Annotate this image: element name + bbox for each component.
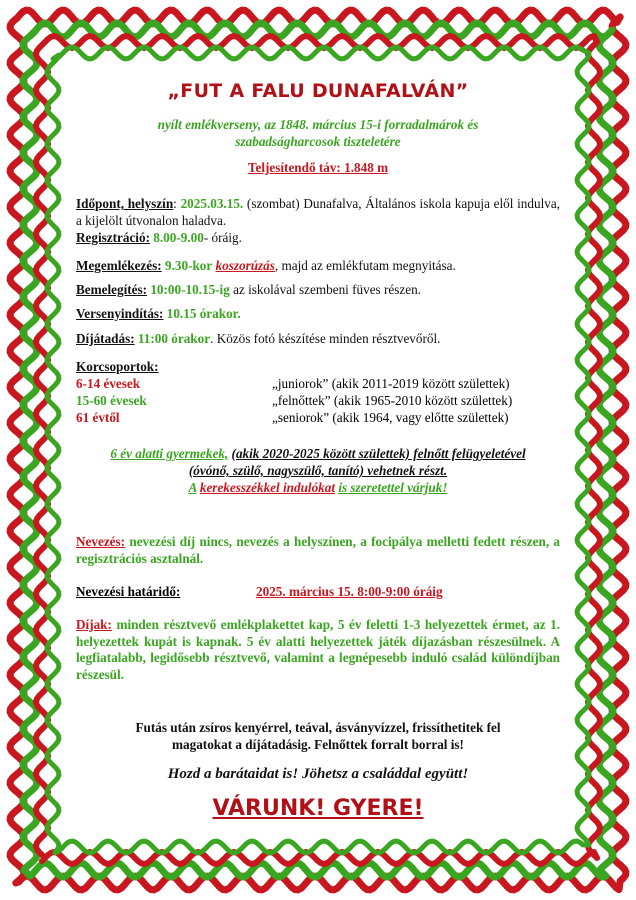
prizes-label: Díjak: xyxy=(76,617,112,632)
warmup-text: az iskolával szembeni füves részen. xyxy=(233,282,421,297)
wheelchair-a: A xyxy=(188,480,197,495)
age-group-desc: „juniorok” (akik 2011-2019 között születtek) xyxy=(272,376,510,391)
awards-ceremony-label: Díjátadás: xyxy=(76,331,135,346)
age-group-age: 61 évtől xyxy=(76,410,120,425)
deadline-label: Nevezési határidő: xyxy=(76,584,181,599)
prizes-section xyxy=(76,617,560,683)
children-line-2: (óvónő, szülő, nagyszülő, tanító) vehetnek részt. xyxy=(188,463,448,478)
registration-label: Regisztráció: xyxy=(76,230,150,245)
registration-time: 8.00-9.00 xyxy=(153,230,204,245)
subtitle-line-2: szabadságharcosok tiszteletére xyxy=(235,134,401,149)
time-place-text: (szombat) Dunafalva, Általános iskola kapuja elől indulva, a kijelölt útvonalon haladva. xyxy=(76,196,560,228)
wheelchair-text: kerekesszékkel indulókat xyxy=(199,480,336,495)
entry-text: nevezési díj nincs, nevezés a helyszínen, a focipálya melletti fedett részen, a regisztrációs asztalnál. xyxy=(76,534,561,566)
commemoration-text: , majd az emlékfutam megnyitása. xyxy=(274,258,456,273)
subtitle-line-1: nyílt emlékverseny, az 1848. március 15-i forradalmárok és xyxy=(157,117,479,132)
prizes-text: minden résztvevő emlékplakettet kap, 5 év feletti 1-3 helyezettek érmet, az 1. helyezettek kupát is kapnak. 5 év alatti helyezettek játék díjazásban részesülnek. A legfiatalabb, legidősebb résztvevő, valamint a legnépesebb induló család különdíjban részesül. xyxy=(76,617,561,682)
age-group-desc: „seniorok” (akik 1964, vagy előtte születtek) xyxy=(272,410,509,425)
age-groups-heading xyxy=(76,359,560,376)
registration-section xyxy=(76,230,560,247)
commemoration-label: Megemlékezés: xyxy=(76,258,162,273)
start-section xyxy=(76,306,560,323)
age-group-age: 6-14 évesek xyxy=(76,376,141,391)
invite-line: Hozd a barátaidat is! Jöhetsz a családdal együtt! xyxy=(167,766,469,782)
warmup-label: Bemelegítés: xyxy=(76,282,148,297)
registration-text: - óráig. xyxy=(203,230,242,245)
time-place-section: Időpont, helyszín: 2025.03.15. (szombat) Dunafalva, Általános iskola kapuja elől indulva, a kijelölt útvonalon haladva. xyxy=(76,196,560,228)
after-run-line-2: magatokat a díjátadásig. Felnőttek forralt borral is! xyxy=(172,737,464,752)
warmup-time: 10:00-10.15-ig xyxy=(150,282,230,297)
children-line-3 xyxy=(76,480,560,497)
children-line-1 xyxy=(76,446,560,463)
distance-text: Teljesítendő táv: 1.848 m xyxy=(247,160,389,175)
age-groups-label: Korcsoportok: xyxy=(76,359,159,374)
after-run-line-1: Futás után zsíros kenyérrel, teával, ásványvízzel, frissíthetitek fel xyxy=(135,720,501,735)
awards-ceremony-text: . Közös fotó készítése minden résztvevőről. xyxy=(210,331,441,346)
wheelchair-welcome: is szeretettel várjuk! xyxy=(338,480,448,495)
warmup-section xyxy=(76,282,560,299)
event-date: 2025.03.15. xyxy=(180,196,244,211)
registration-info-section xyxy=(76,534,560,567)
entry-label: Nevezés: xyxy=(76,534,126,549)
awards-ceremony-section xyxy=(76,331,560,348)
commemoration-time: 9.30-kor xyxy=(164,258,213,273)
distance-line xyxy=(76,160,560,177)
wreath-text: koszorúzás xyxy=(215,258,275,273)
awards-ceremony-time: 11:00 órakor xyxy=(137,331,211,346)
time-place-label: Időpont, helyszín xyxy=(76,196,174,211)
commemoration-section xyxy=(76,258,560,275)
children-years: (akik 2020-2025 között születtek) felnőtt felügyeletével xyxy=(231,446,526,461)
start-time: 10.15 órakor. xyxy=(166,306,241,321)
children-highlight: 6 év alatti gyermekek, xyxy=(110,446,229,461)
age-group-row xyxy=(76,410,560,427)
deadline-section xyxy=(76,584,560,601)
start-label: Versenyindítás: xyxy=(76,306,164,321)
age-group-age: 15-60 évesek xyxy=(76,393,147,408)
closing-call: VÁRUNK! GYERE! xyxy=(212,796,424,821)
deadline-value: 2025. március 15. 8:00-9:00 óráig xyxy=(256,584,443,599)
age-group-row xyxy=(76,376,560,393)
age-group-desc: „felnőttek” (akik 1965-2010 között születtek) xyxy=(272,393,513,408)
event-title: „FUT A FALU DUNAFALVÁN” xyxy=(167,80,469,102)
age-group-row xyxy=(76,393,560,410)
